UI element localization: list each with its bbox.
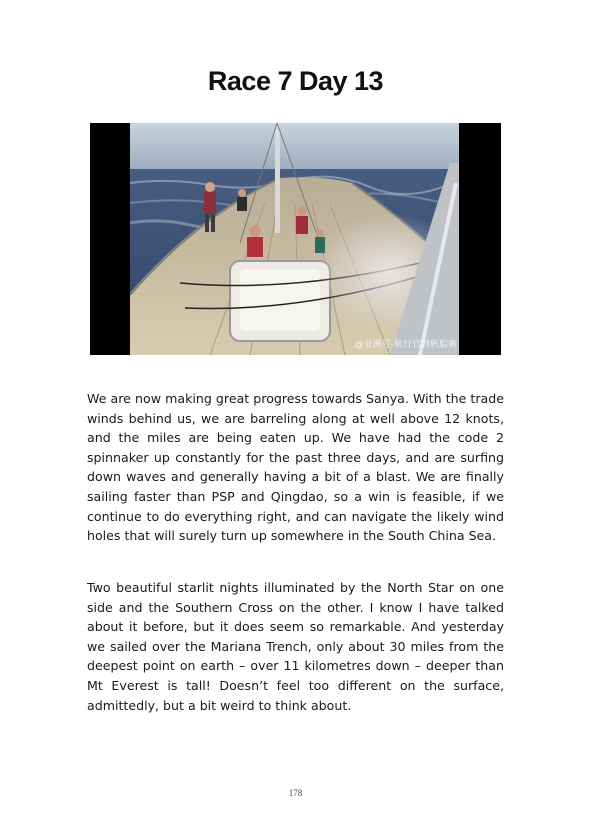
body-paragraph-2: Two beautiful starlit nights illuminated by the North Star on one side and the Southern Cross on the other. I know I have talked about it before, but it does seem so remarkable. And yesterday we sailed over the Mariana Trench, only about 30 miles from the deepest point on earth – over 11 kilometres down – deeper than Mt Everest is tall! Doesn’t feel too different on the surface, admittedly, but a bit weird to think about. xyxy=(87,580,504,713)
page-title: Race 7 Day 13 xyxy=(207,66,384,96)
yacht-deck-photo xyxy=(90,123,501,355)
photo-watermark: @亚洲号-航行官网帆船赛 xyxy=(354,340,457,350)
page-number: 178 xyxy=(288,788,303,798)
body-paragraph-1: We are now making great progress towards Sanya. With the trade winds behind us, we are barreling along at well above 12 knots, and the miles are being eaten up. We have had the code 2 spinnaker up constantly for the past three days, and are surfing down waves and generally having a bit of a blast. We are finally sailing faster than PSP and Qingdao, so a win is feasible, if we continue to do everything right, and can navigate the likely wind holes that will surely turn up somewhere in the South China Sea. xyxy=(87,391,504,544)
yacht-deck-illustration xyxy=(90,123,501,355)
